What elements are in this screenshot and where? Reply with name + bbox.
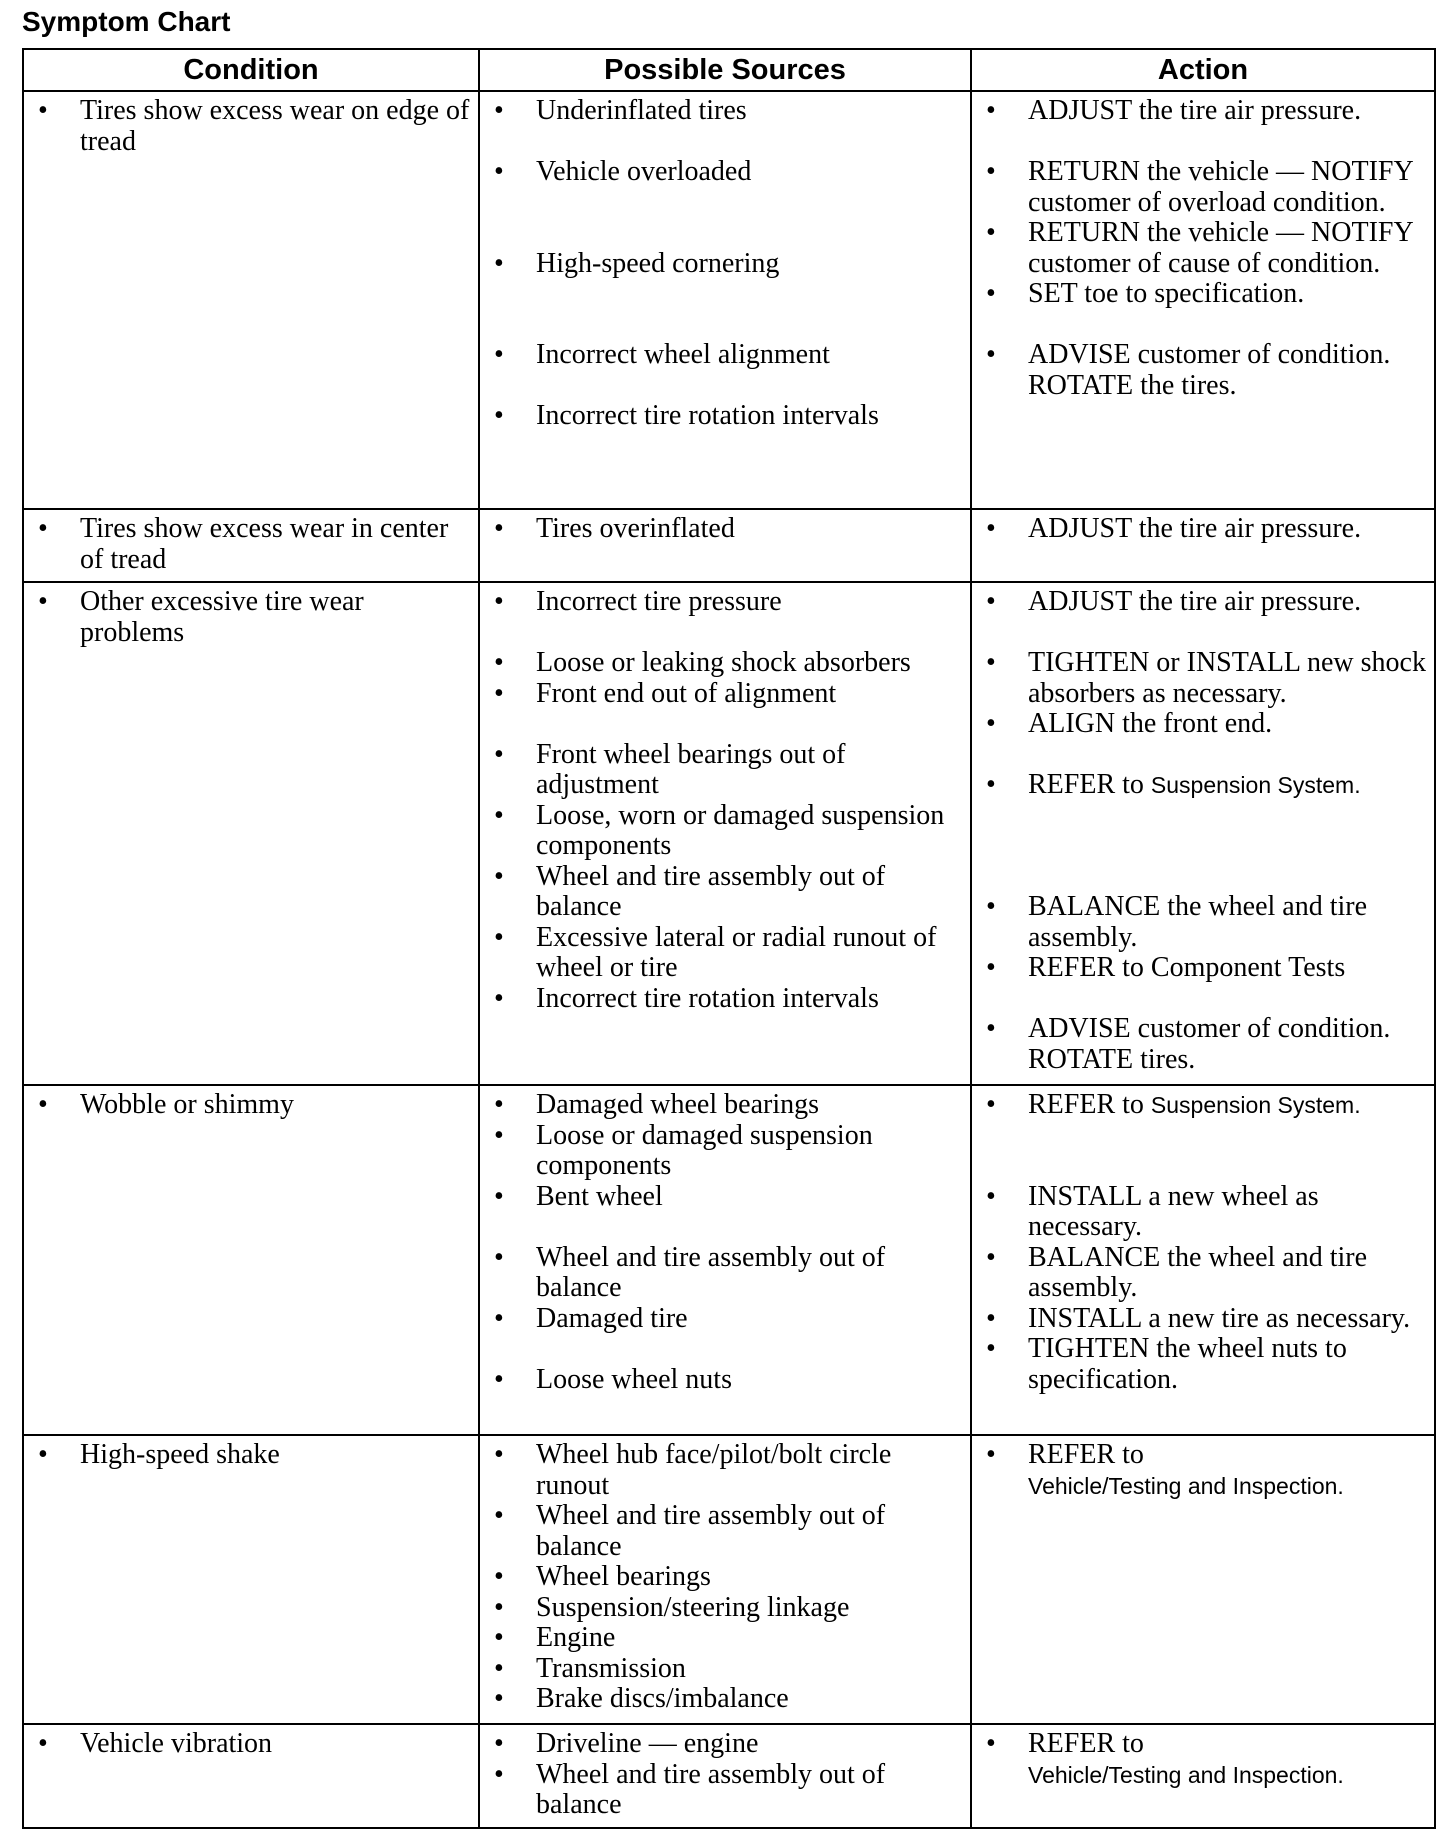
- bullet: •: [494, 1591, 504, 1623]
- bullet: •: [986, 586, 996, 617]
- table-row: [23, 1085, 1435, 1435]
- action-cell: [971, 509, 1435, 582]
- condition-text: Tires show excess wear on edge of tread: [80, 95, 470, 157]
- action-item: INSTALL a new tire as necessary.: [1028, 1302, 1411, 1334]
- condition-text: Other excessive tire wear problems: [80, 586, 364, 648]
- bullet: •: [38, 95, 48, 126]
- bullet: •: [986, 647, 996, 678]
- action-item: INSTALL a new wheel as necessary.: [1028, 1180, 1319, 1242]
- bullet: •: [494, 1561, 504, 1592]
- action-cell: [971, 1724, 1435, 1828]
- action-item: ADJUST the tire air pressure.: [1028, 586, 1362, 617]
- bullet: •: [38, 586, 48, 617]
- bullet: •: [986, 1013, 996, 1044]
- source-item: Brake discs/imbalance: [536, 1683, 789, 1714]
- source-item: Damaged wheel bearings: [536, 1089, 819, 1120]
- bullet: •: [494, 860, 504, 892]
- source-item: Underinflated tires: [536, 95, 747, 126]
- reference-link[interactable]: Suspension System.: [1150, 1092, 1361, 1118]
- bullet: •: [494, 1241, 504, 1273]
- bullet: •: [494, 1683, 504, 1714]
- source-item: Incorrect tire rotation intervals: [536, 982, 879, 1014]
- action-item: BALANCE the wheel and tire assembly.: [1028, 1241, 1368, 1303]
- symptom-table: [22, 48, 1436, 1829]
- action-item: REFER to: [1028, 769, 1151, 800]
- bullet: •: [494, 921, 504, 953]
- reference-link[interactable]: Vehicle/Testing and Inspection.: [1028, 1472, 1344, 1499]
- reference-link[interactable]: Suspension System.: [1150, 772, 1361, 798]
- bullet: •: [494, 1119, 504, 1151]
- action-item: SET toe to specification.: [1028, 278, 1305, 309]
- source-item: Transmission: [536, 1652, 686, 1684]
- action-item: RETURN the vehicle — NOTIFY customer of cause of condition.: [1028, 217, 1413, 279]
- source-item: Driveline — engine: [536, 1728, 759, 1759]
- header-action: Action: [971, 49, 1435, 91]
- bullet: •: [986, 278, 996, 309]
- action-item: REFER to Component Tests: [1028, 952, 1346, 983]
- source-item: Tires overinflated: [536, 513, 735, 544]
- action-item: TIGHTEN or INSTALL new shock absorbers as necessary.: [1028, 647, 1426, 709]
- source-item: Bent wheel: [536, 1180, 663, 1212]
- bullet: •: [494, 799, 504, 831]
- source-item: Engine: [536, 1622, 616, 1653]
- bullet: •: [986, 1302, 996, 1334]
- bullet: •: [494, 1622, 504, 1653]
- bullet: •: [986, 891, 996, 922]
- action-item: REFER to: [1028, 1439, 1144, 1470]
- bullet: •: [986, 769, 996, 800]
- table-row: [23, 1435, 1435, 1724]
- condition-text: Tires show excess wear in center of tread: [80, 513, 449, 575]
- source-item: Loose wheel nuts: [536, 1363, 732, 1395]
- bullet: •: [986, 339, 996, 370]
- bullet: •: [494, 513, 504, 544]
- bullet: •: [986, 1089, 996, 1120]
- sources-cell: [479, 1724, 971, 1828]
- bullet: •: [986, 513, 996, 544]
- bullet: •: [986, 1439, 996, 1470]
- sources-cell: [479, 509, 971, 582]
- source-item: Loose or damaged suspension components: [536, 1119, 873, 1181]
- bullet: •: [38, 513, 48, 544]
- condition-cell: [23, 1435, 479, 1724]
- bullet: •: [986, 1180, 996, 1212]
- source-item: Vehicle overloaded: [536, 156, 752, 187]
- bullet: •: [494, 1439, 504, 1470]
- condition-cell: [23, 582, 479, 1085]
- bullet: •: [986, 95, 996, 126]
- bullet: •: [38, 1728, 48, 1759]
- condition-text: High-speed shake: [80, 1439, 280, 1470]
- header-row: [23, 49, 1435, 91]
- header-condition: Condition: [23, 49, 479, 91]
- table-row: [23, 582, 1435, 1085]
- reference-link[interactable]: Vehicle/Testing and Inspection.: [1028, 1761, 1344, 1788]
- source-item: Incorrect tire rotation intervals: [536, 400, 879, 431]
- bullet: •: [986, 708, 996, 739]
- condition-cell: [23, 509, 479, 582]
- sources-cell: [479, 91, 971, 509]
- action-item: RETURN the vehicle — NOTIFY customer of overload condition.: [1028, 156, 1413, 218]
- condition-cell: [23, 1085, 479, 1435]
- table-row: [23, 91, 1435, 509]
- action-cell: [971, 91, 1435, 509]
- source-item: Wheel and tire assembly out of balance: [536, 1758, 886, 1820]
- bullet: •: [494, 156, 504, 187]
- bullet: •: [494, 586, 504, 617]
- bullet: •: [986, 156, 996, 187]
- sources-cell: [479, 582, 971, 1085]
- source-item: Wheel and tire assembly out of balance: [536, 860, 886, 922]
- bullet: •: [494, 1652, 504, 1684]
- header-possible-sources: Possible Sources: [479, 49, 971, 91]
- source-item: Suspension/steering linkage: [536, 1591, 850, 1623]
- bullet: •: [494, 1728, 504, 1759]
- bullet: •: [986, 1333, 996, 1364]
- source-item: High-speed cornering: [536, 247, 780, 279]
- source-item: Wheel hub face/pilot/bolt circle runout: [536, 1439, 892, 1501]
- source-item: Wheel and tire assembly out of balance: [536, 1241, 886, 1303]
- bullet: •: [494, 738, 504, 770]
- action-item: REFER to: [1028, 1089, 1151, 1120]
- condition-cell: [23, 1724, 479, 1828]
- action-cell: [971, 582, 1435, 1085]
- bullet: •: [494, 647, 504, 678]
- action-item: ALIGN the front end.: [1028, 708, 1273, 739]
- bullet: •: [494, 677, 504, 709]
- condition-text: Wobble or shimmy: [80, 1089, 294, 1120]
- condition-text: Vehicle vibration: [80, 1728, 273, 1759]
- bullet: •: [494, 1302, 504, 1334]
- condition-cell: [23, 91, 479, 509]
- action-item: ADJUST the tire air pressure.: [1028, 95, 1362, 126]
- source-item: Incorrect tire pressure: [536, 586, 782, 617]
- source-item: Wheel bearings: [536, 1561, 711, 1592]
- bullet: •: [494, 339, 504, 370]
- action-item: ADVISE customer of condition. ROTATE tires.: [1028, 1013, 1391, 1075]
- bullet: •: [494, 1089, 504, 1120]
- source-item: Front wheel bearings out of adjustment: [536, 738, 846, 800]
- bullet: •: [986, 1728, 996, 1759]
- source-item: Front end out of alignment: [536, 677, 837, 709]
- source-item: Incorrect wheel alignment: [536, 339, 830, 370]
- source-item: Excessive lateral or radial runout of wheel or tire: [536, 921, 937, 983]
- action-cell: [971, 1435, 1435, 1724]
- bullet: •: [38, 1439, 48, 1470]
- action-item: TIGHTEN the wheel nuts to specification.: [1028, 1333, 1347, 1395]
- bullet: •: [494, 400, 504, 431]
- source-item: Damaged tire: [536, 1302, 688, 1334]
- bullet: •: [494, 1180, 504, 1212]
- bullet: •: [494, 1363, 504, 1395]
- action-cell: [971, 1085, 1435, 1435]
- chart-title: Symptom Chart: [22, 6, 231, 37]
- source-item: Loose, worn or damaged suspension components: [536, 799, 945, 861]
- action-item: BALANCE the wheel and tire assembly.: [1028, 891, 1368, 953]
- sources-cell: [479, 1085, 971, 1435]
- source-item: Loose or leaking shock absorbers: [536, 647, 911, 678]
- action-item: REFER to: [1028, 1728, 1144, 1759]
- bullet: •: [494, 95, 504, 126]
- bullet: •: [38, 1089, 48, 1120]
- bullet: •: [986, 952, 996, 983]
- table-row: [23, 509, 1435, 582]
- sources-cell: [479, 1435, 971, 1724]
- bullet: •: [986, 1241, 996, 1273]
- bullet: •: [494, 1758, 504, 1790]
- bullet: •: [494, 982, 504, 1014]
- source-item: Wheel and tire assembly out of balance: [536, 1500, 886, 1562]
- bullet: •: [986, 217, 996, 248]
- action-item: ADVISE customer of condition. ROTATE the tires.: [1028, 339, 1391, 401]
- table-row: [23, 1724, 1435, 1828]
- action-item: ADJUST the tire air pressure.: [1028, 513, 1362, 544]
- bullet: •: [494, 247, 504, 279]
- bullet: •: [494, 1500, 504, 1531]
